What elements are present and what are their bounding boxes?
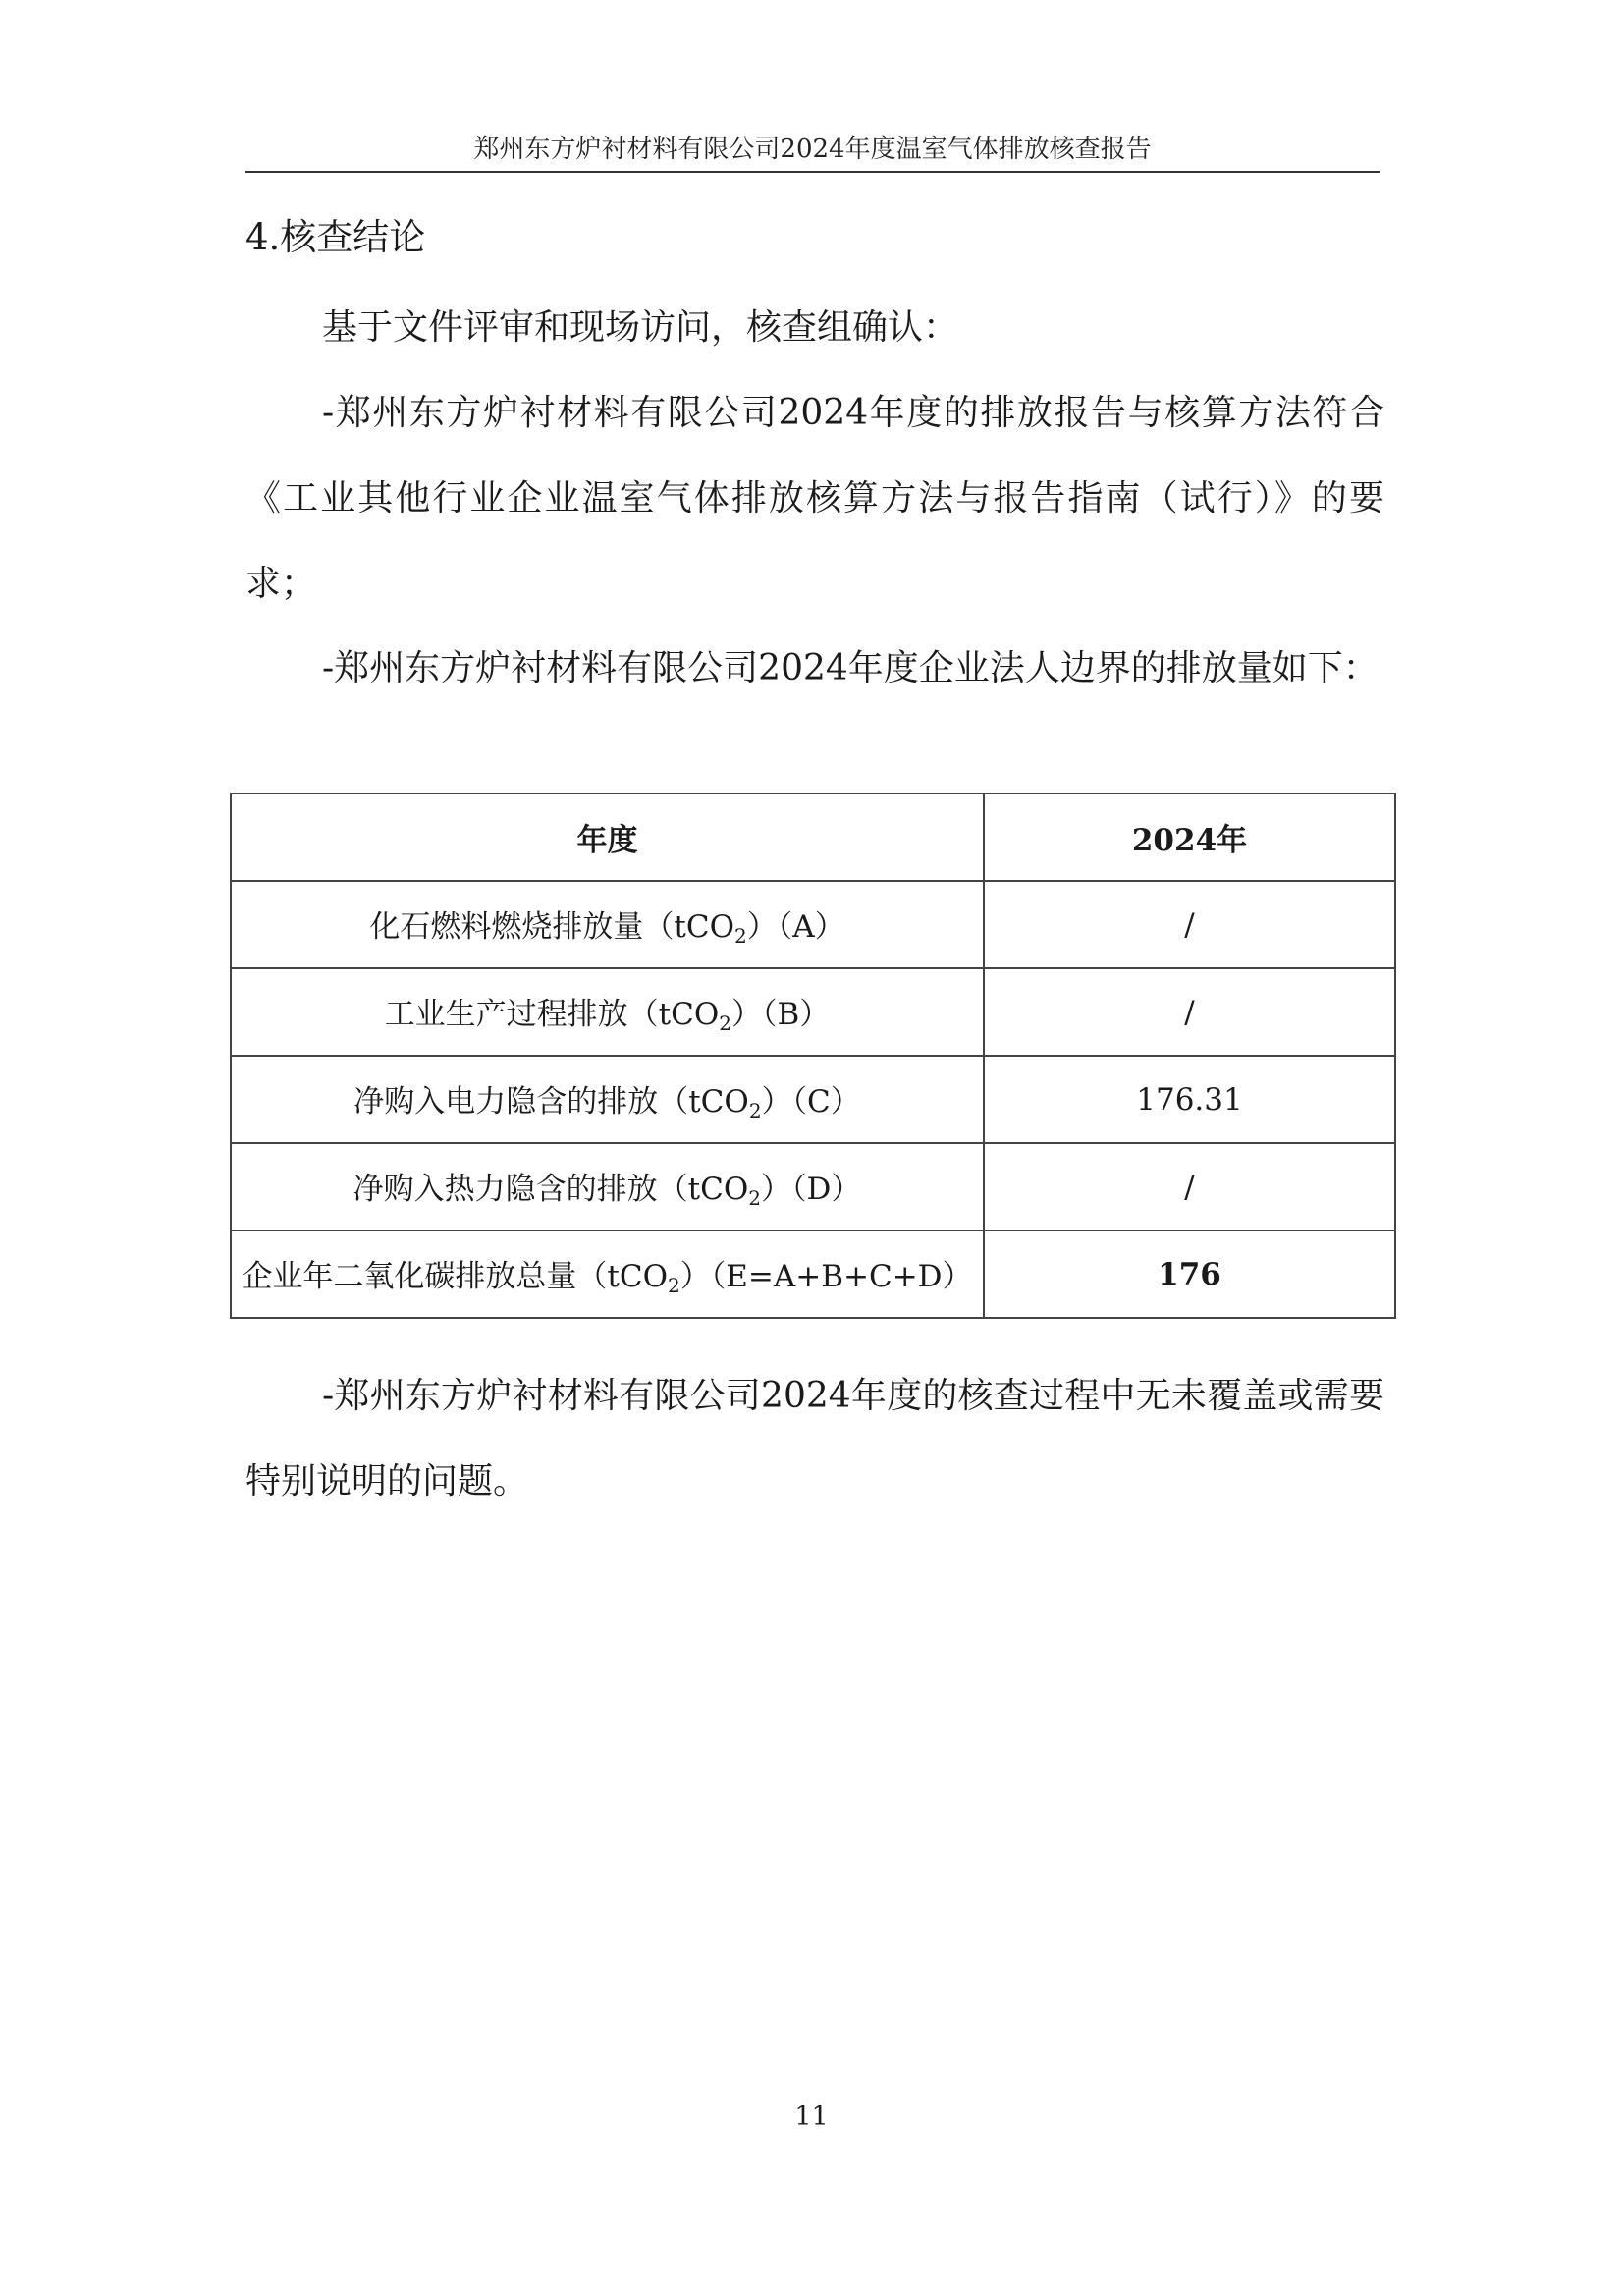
row-label-text: 企业年二氧化碳排放总量（tCO	[242, 1259, 669, 1294]
row-value-fossil-fuel: /	[984, 881, 1395, 968]
row-label-fossil-fuel	[231, 881, 984, 968]
row-label-suffix: ）（D）	[760, 1172, 862, 1207]
table-header-row	[231, 793, 1395, 881]
table-row	[231, 1056, 1395, 1143]
row-value-purchased-electricity: 176.31	[984, 1056, 1395, 1143]
table-row	[231, 1230, 1395, 1318]
emissions-table	[230, 793, 1396, 1319]
row-label-subscript: 2	[733, 924, 747, 948]
header-year-value: 2024年	[984, 793, 1395, 881]
row-label-purchased-heat	[231, 1143, 984, 1230]
intro-paragraph: 基于文件评审和现场访问，核查组确认：	[322, 307, 959, 348]
table-row	[231, 881, 1395, 968]
table-row	[231, 968, 1395, 1056]
row-label-subscript: 2	[719, 1011, 732, 1035]
page-header: 郑州东方炉衬材料有限公司2024年度温室气体排放核查报告	[245, 130, 1380, 173]
row-label-suffix: ）（B）	[731, 997, 831, 1032]
row-label-suffix: ）（E=A+B+C+D）	[679, 1259, 973, 1294]
row-label-text: 工业生产过程排放（tCO	[384, 997, 720, 1032]
row-label-purchased-electricity	[231, 1056, 984, 1143]
row-label-text: 净购入热力隐含的排放（tCO	[352, 1172, 749, 1207]
row-value-industrial-process: /	[984, 968, 1395, 1056]
row-label-subscript: 2	[668, 1274, 680, 1297]
boundary-paragraph: -郑州东方炉衬材料有限公司2024年度企业法人边界的排放量如下：	[322, 648, 1379, 688]
row-label-text: 净购入电力隐含的排放（tCO	[353, 1084, 749, 1120]
section-heading: 4.核查结论	[245, 216, 426, 258]
row-label-total-emissions	[231, 1230, 984, 1318]
row-label-text: 化石燃料燃烧排放量（tCO	[369, 909, 734, 945]
closing-paragraph: -郑州东方炉衬材料有限公司2024年度的核查过程中无未覆盖或需要特别说明的问题。	[245, 1376, 1384, 1502]
conformity-paragraph: -郑州东方炉衬材料有限公司2024年度的排放报告与核算方法符合《工业其他行业企业温室气体排放核算方法与报告指南（试行）》的要求；	[245, 393, 1384, 604]
row-label-subscript: 2	[748, 1186, 761, 1210]
row-value-purchased-heat: /	[984, 1143, 1395, 1230]
row-label-suffix: ）（C）	[761, 1084, 861, 1120]
header-year-label: 年度	[231, 793, 984, 881]
row-value-total-emissions: 176	[984, 1230, 1395, 1318]
table-row	[231, 1143, 1395, 1230]
row-label-subscript: 2	[748, 1099, 762, 1122]
row-label-suffix: ）（A）	[746, 909, 845, 945]
page-number: 11	[794, 2102, 829, 2132]
row-label-industrial-process	[231, 968, 984, 1056]
